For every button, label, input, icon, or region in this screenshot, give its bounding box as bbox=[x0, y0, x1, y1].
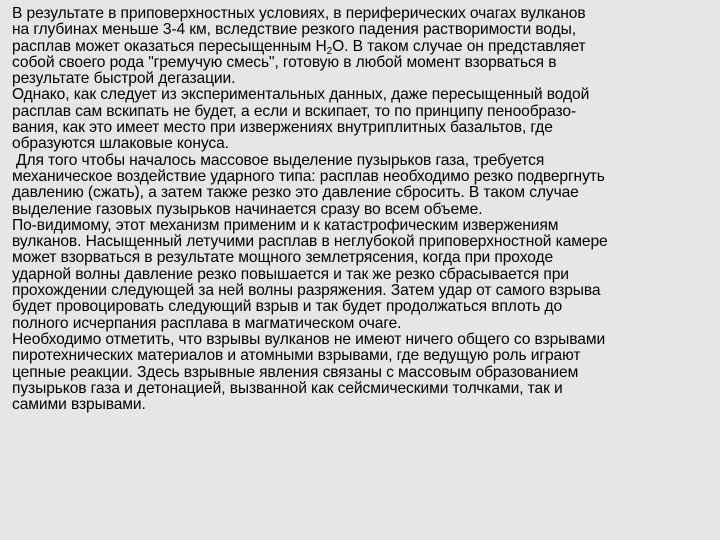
text-line: может взорваться в результате мощного землетрясения, когда при проходе bbox=[12, 249, 554, 267]
text-line: будет провоцировать следующий взрыв и так будет продолжаться вплоть до bbox=[12, 298, 563, 316]
text-line: на глубинах меньше 3-4 км, вследствие резкого падения растворимости воды, bbox=[12, 21, 576, 39]
text-line: вания, как это имеет место при извержениях внутриплитных базальтов, где bbox=[12, 119, 553, 137]
text-line: пузырьков газа и детонацией, вызванной как сейсмическими толчками, так и bbox=[12, 379, 563, 397]
text-line: давлению (сжать), а затем также резко это давление сбросить. В таком случае bbox=[12, 184, 579, 202]
text-line: Однако, как следует из экспериментальных данных, даже пересыщенный водой bbox=[12, 86, 590, 104]
text-line: собой своего рода "гремучую смесь", готовую в любой момент взорваться в bbox=[12, 53, 557, 71]
text-line: прохождении следующей за ней волны разряжения. Затем удар от самого взрыва bbox=[12, 282, 601, 300]
subscript: 2 bbox=[326, 45, 333, 57]
paragraph-5 bbox=[12, 332, 712, 413]
text-line: В результате в приповерхностных условиях, в периферических очагах вулканов bbox=[12, 5, 586, 22]
text-segment: расплав может оказаться пересыщенным Н bbox=[12, 37, 327, 55]
text-line: По-видимому, этот механизм применим и к катастрофическим извержениям bbox=[12, 216, 559, 234]
text-line: цепные реакции. Здесь взрывные явления связаны с массовым образованием bbox=[12, 363, 579, 381]
text-line: ударной волны давление резко повышается и так же резко сбрасывается при bbox=[12, 265, 569, 283]
text-line: полного исчерпания расплава в магматическом очаге. bbox=[12, 314, 402, 332]
text-segment: О. В таком случае он представляет bbox=[332, 37, 586, 55]
text-line: результате быстрой дегазации. bbox=[12, 70, 236, 88]
text-line: расплав сам вскипать не будет, а если и вскипает, то по принципу пенообразо- bbox=[12, 102, 577, 120]
text-line: пиротехнических материалов и атомными взрывами, где ведущую роль играют bbox=[12, 347, 581, 365]
text-line: вулканов. Насыщенный летучими расплав в неглубокой приповерхностной камере bbox=[12, 233, 608, 251]
body-text bbox=[12, 6, 712, 413]
paragraph-3 bbox=[12, 153, 712, 218]
text-line: самими взрывами. bbox=[12, 396, 146, 414]
paragraph-1 bbox=[12, 6, 712, 87]
text-line: Необходимо отметить, что взрывы вулканов не имеют ничего общего со взрывами bbox=[12, 330, 606, 348]
paragraph-4 bbox=[12, 218, 712, 332]
text-line: выделение газовых пузырьков начинается сразу во всем объеме. bbox=[12, 200, 483, 218]
text-line bbox=[12, 39, 712, 55]
text-line: образуются шлаковые конуса. bbox=[12, 135, 229, 153]
paragraph-2 bbox=[12, 87, 712, 152]
text-line: Для того чтобы началось массовое выделение пузырьков газа, требуется bbox=[16, 151, 545, 169]
text-line: механическое воздействие ударного типа: расплав необходимо резко подвергнуть bbox=[12, 167, 605, 185]
